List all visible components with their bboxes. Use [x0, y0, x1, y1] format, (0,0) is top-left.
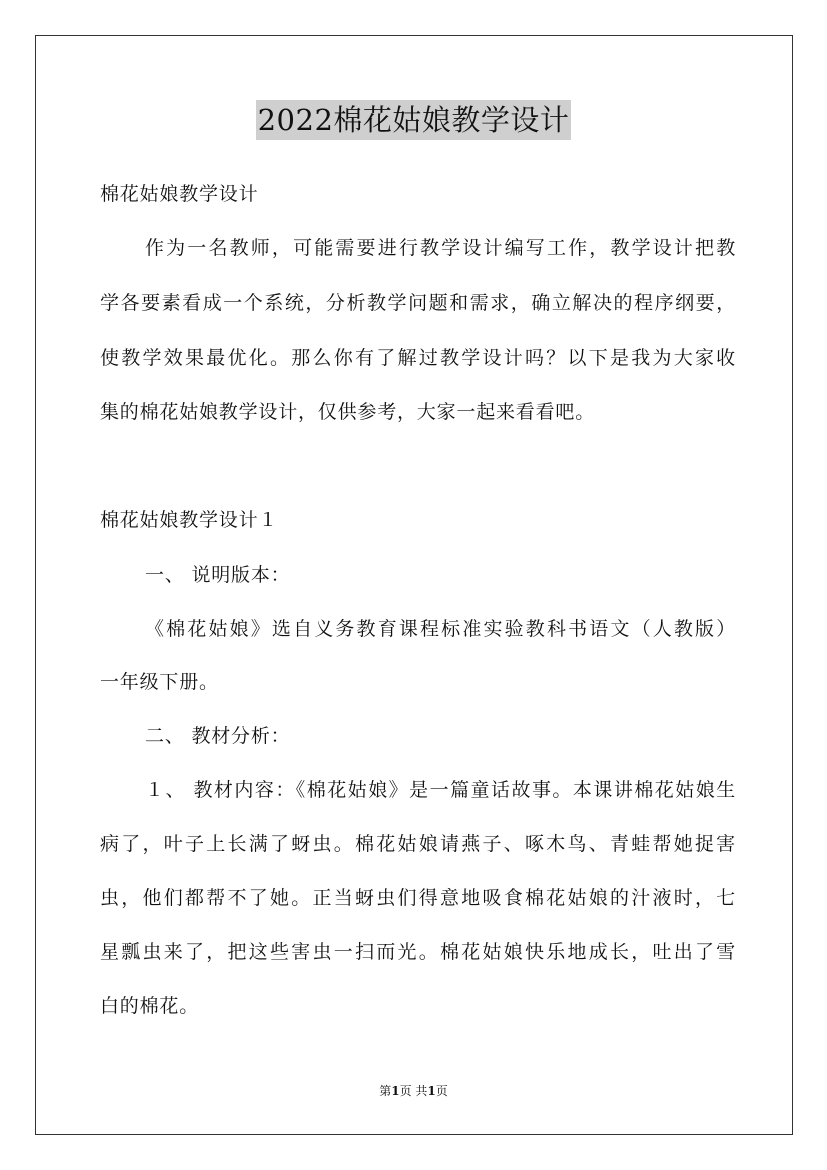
footer-page-mid: 页 共: [399, 1084, 428, 1098]
section2-line-2: 病了，叶子上长满了蚜虫。棉花姑娘请燕子、啄木鸟、青蛙帮她捉害: [100, 833, 736, 855]
document-subtitle: 棉花姑娘教学设计: [100, 183, 259, 205]
section2-line-1: １、 教材内容：《棉花姑娘》是一篇童话故事。本课讲棉花姑娘生: [145, 779, 736, 801]
section2-heading: 二、 教材分析：: [145, 725, 291, 747]
intro-line-3: 使教学效果最优化。那么你有了解过教学设计吗？以下是我为大家收: [100, 347, 736, 369]
intro-line-2: 学各要素看成一个系统，分析教学问题和需求，确立解决的程序纲要，: [100, 292, 736, 314]
section2-line-5: 白的棉花。: [100, 995, 200, 1017]
footer-page-prefix: 第: [379, 1084, 392, 1098]
section2-line-3: 虫，他们都帮不了她。正当蚜虫们得意地吸食棉花姑娘的汁液时，七: [100, 887, 736, 909]
page-footer: [0, 1083, 827, 1099]
section2-line-4: 星瓢虫来了，把这些害虫一扫而光。棉花姑娘快乐地成长，吐出了雪: [100, 941, 736, 963]
title-container: [0, 100, 827, 140]
document-title: 2022棉花姑娘教学设计: [256, 100, 572, 140]
footer-page-total: 1: [427, 1084, 436, 1098]
section1-line-2: 一年级下册。: [100, 671, 219, 693]
intro-line-1: 作为一名教师，可能需要进行教学设计编写工作，教学设计把教: [145, 237, 736, 259]
intro-line-4: 集的棉花姑娘教学设计，仅供参考，大家一起来看看吧。: [100, 401, 596, 423]
footer-page-current: 1: [391, 1084, 400, 1098]
section-title: 棉花姑娘教学设计１: [100, 509, 279, 531]
section1-heading: 一、 说明版本：: [145, 564, 291, 586]
section1-line-1: 《棉花姑娘》选自义务教育课程标准实验教科书语文（人教版）: [145, 618, 736, 640]
footer-page-suffix: 页: [435, 1084, 448, 1098]
